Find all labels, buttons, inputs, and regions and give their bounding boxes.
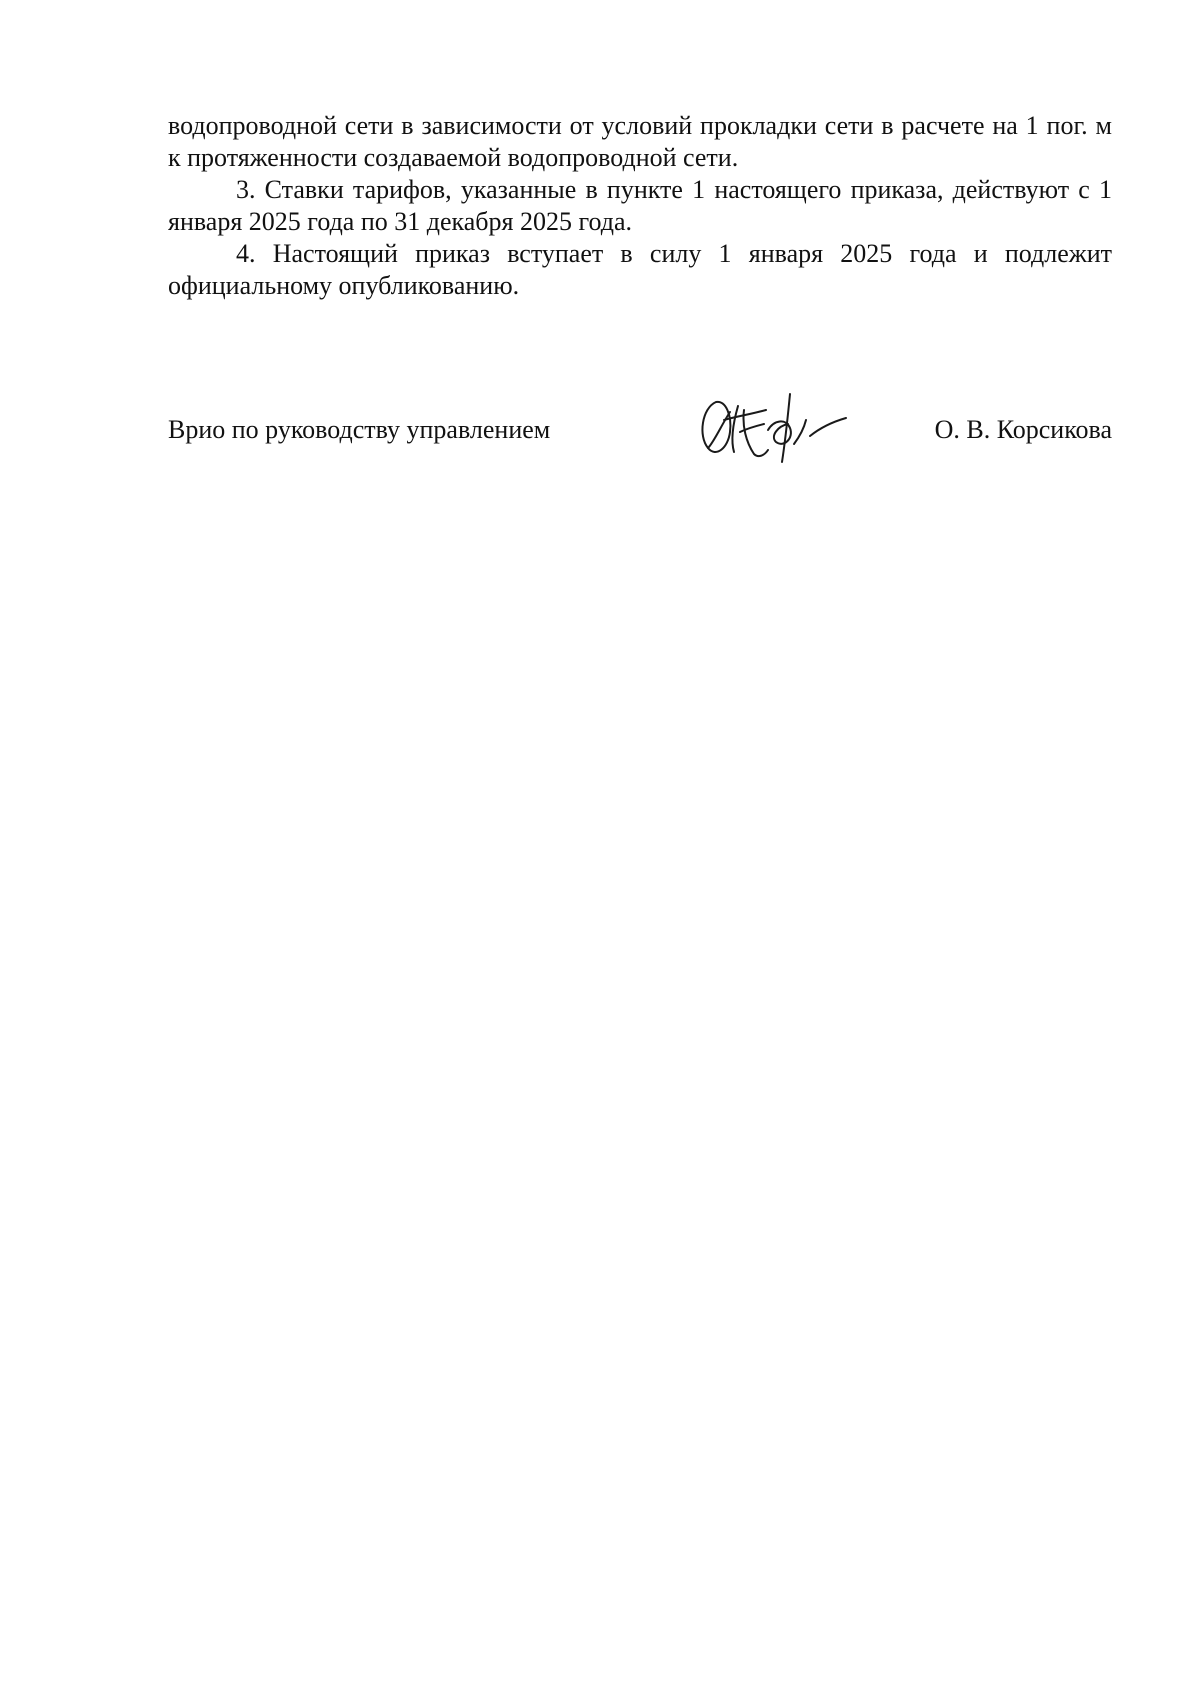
paragraph-item-4: 4. Настоящий приказ вступает в силу 1 января 2025 года и подлежит официальному опубликованию. xyxy=(168,239,1112,300)
handwritten-signature xyxy=(694,384,854,468)
paragraph-item-3: 3. Ставки тарифов, указанные в пункте 1 настоящего приказа, действуют с 1 января 2025 года по 31 декабря 2025 года. xyxy=(168,175,1112,236)
signature-block xyxy=(168,404,1112,484)
paragraph-continuation: водопроводной сети в зависимости от условий прокладки сети в расчете на 1 пог. м к протяженности создаваемой водопроводной сети. xyxy=(168,111,1112,172)
signatory-name: О. В. Корсикова xyxy=(934,415,1112,444)
document-body xyxy=(168,110,1112,302)
signatory-position: Врио по руководству управлением xyxy=(168,415,551,444)
